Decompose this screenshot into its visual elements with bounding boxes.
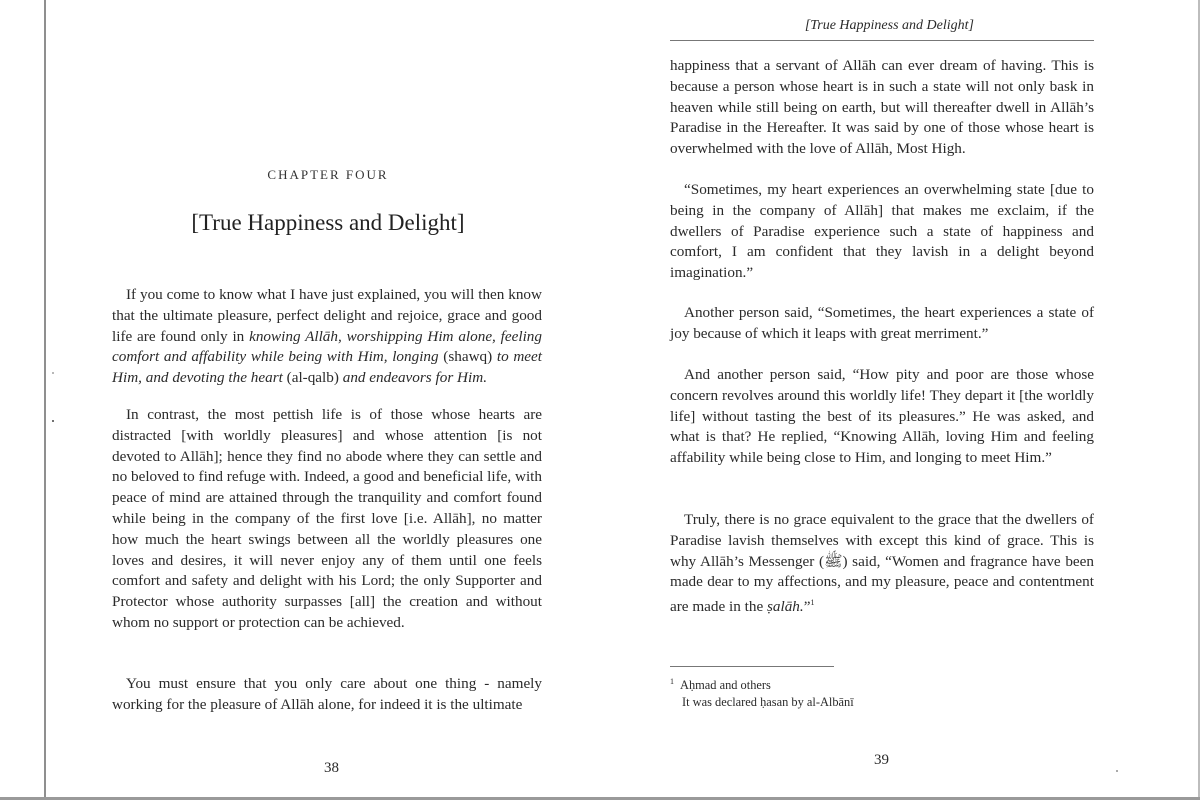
page-number: 38 bbox=[324, 760, 339, 776]
running-head: [True Happiness and Delight] bbox=[804, 18, 974, 33]
footnote-rule bbox=[670, 666, 834, 667]
right-paragraph-3: Another person said, “Sometimes, the heart experiences a state of joy because of which it leaps with great merriment.” bbox=[670, 304, 1094, 342]
page-number: 39 bbox=[874, 752, 889, 768]
paragraph-italic-text: ṣalāh. bbox=[766, 598, 804, 616]
book-edge-left bbox=[0, 0, 46, 800]
left-paragraph-3: You must ensure that you only care about one thing - namely working for the pleasure of Allāh alone, for indeed it is the ultimate bbox=[112, 675, 542, 713]
left-paragraph-1 bbox=[112, 285, 542, 389]
right-paragraph-5 bbox=[670, 510, 1094, 618]
paragraph-text: ” bbox=[803, 598, 811, 616]
header-rule bbox=[670, 40, 1094, 41]
footnote-line-2: It was declared ḥasan by al-Albānī bbox=[682, 695, 854, 710]
paragraph-italic-text: and endeavors for Him. bbox=[342, 369, 487, 387]
paragraph-text: (shawq) bbox=[438, 348, 497, 366]
footnote bbox=[670, 673, 1094, 711]
right-page bbox=[612, 0, 1198, 800]
paragraph-italic-text: to meet Him, and devoting the heart bbox=[112, 348, 542, 387]
chapter-title: [True Happiness and Delight] bbox=[191, 210, 465, 235]
paragraph-text: If you come to know what I have just explained, you will then know that the ultimate pleasure, perfect delight and rejoice, grace and good life are found only in bbox=[112, 286, 542, 345]
left-page bbox=[48, 0, 608, 800]
paragraph-italic-text: knowing Allāh, worshipping Him alone, feeling comfort and affability while being with Him, longing bbox=[112, 327, 542, 366]
chapter-label: CHAPTER FOUR bbox=[267, 167, 389, 182]
right-paragraph-4: And another person said, “How pity and poor are those whose concern revolves around this worldly life! They depart it [the worldly life] without tasting the best of its pleasures.” He was asked, and what is that? He replied, “Knowing Allāh, loving Him and feeling affability while being close to Him, and longing to meet Him.” bbox=[670, 366, 1094, 467]
paragraph-text: (al-qalb) bbox=[282, 369, 343, 387]
footnote-line-1: Aḥmad and others bbox=[680, 678, 771, 693]
right-paragraph-2: “Sometimes, my heart experiences an overwhelming state [due to being in the company of Allāh] that makes me exclaim, if the dwellers of Paradise experience such a state of happiness and comfort, I am confident that they lavish in a delight beyond imagination.” bbox=[670, 181, 1094, 282]
paragraph-text: Truly, there is no grace equivalent to the grace that the dwellers of Paradise lavish themselves with except this kind of grace. This is why Allāh’s Messenger (ﷺ) said, “Women and fragrance have been made dear to my affections, and my pleasure, peace and contentment are made in the bbox=[670, 511, 1094, 616]
left-paragraph-2: In contrast, the most pettish life is of those whose hearts are distracted [with worldly pleasures] and whose attention [is not devoted to Allāh]; hence they find no abode where they can settle and no beloved to find refuge with. Indeed, a good and beneficial life, with peace of mind are attained through the tranquility and comfort found while being in the company of the first love [i.e. Allāh], no matter how much the heart swings between all the worldly pleasures one loves and desires, it will never enjoy any of them until one feels comfort and safety and delight with his Lord; the only Supporter and Protector whose authority surpasses [all] the creation and without whom no support or protection can be achieved. bbox=[112, 406, 542, 631]
right-paragraph-1: happiness that a servant of Allāh can ever dream of having. This is because a person whose heart is in such a state will not only bask in heaven while still being on earth, but will thereafter dwell in Allāh’s Paradise in the Hereafter. It was said by one of those whose heart is overwhelmed with the love of Allāh, Most High. bbox=[670, 57, 1094, 158]
footnote-mark: 1 bbox=[670, 677, 674, 686]
footnote-reference: 1 bbox=[810, 598, 815, 608]
